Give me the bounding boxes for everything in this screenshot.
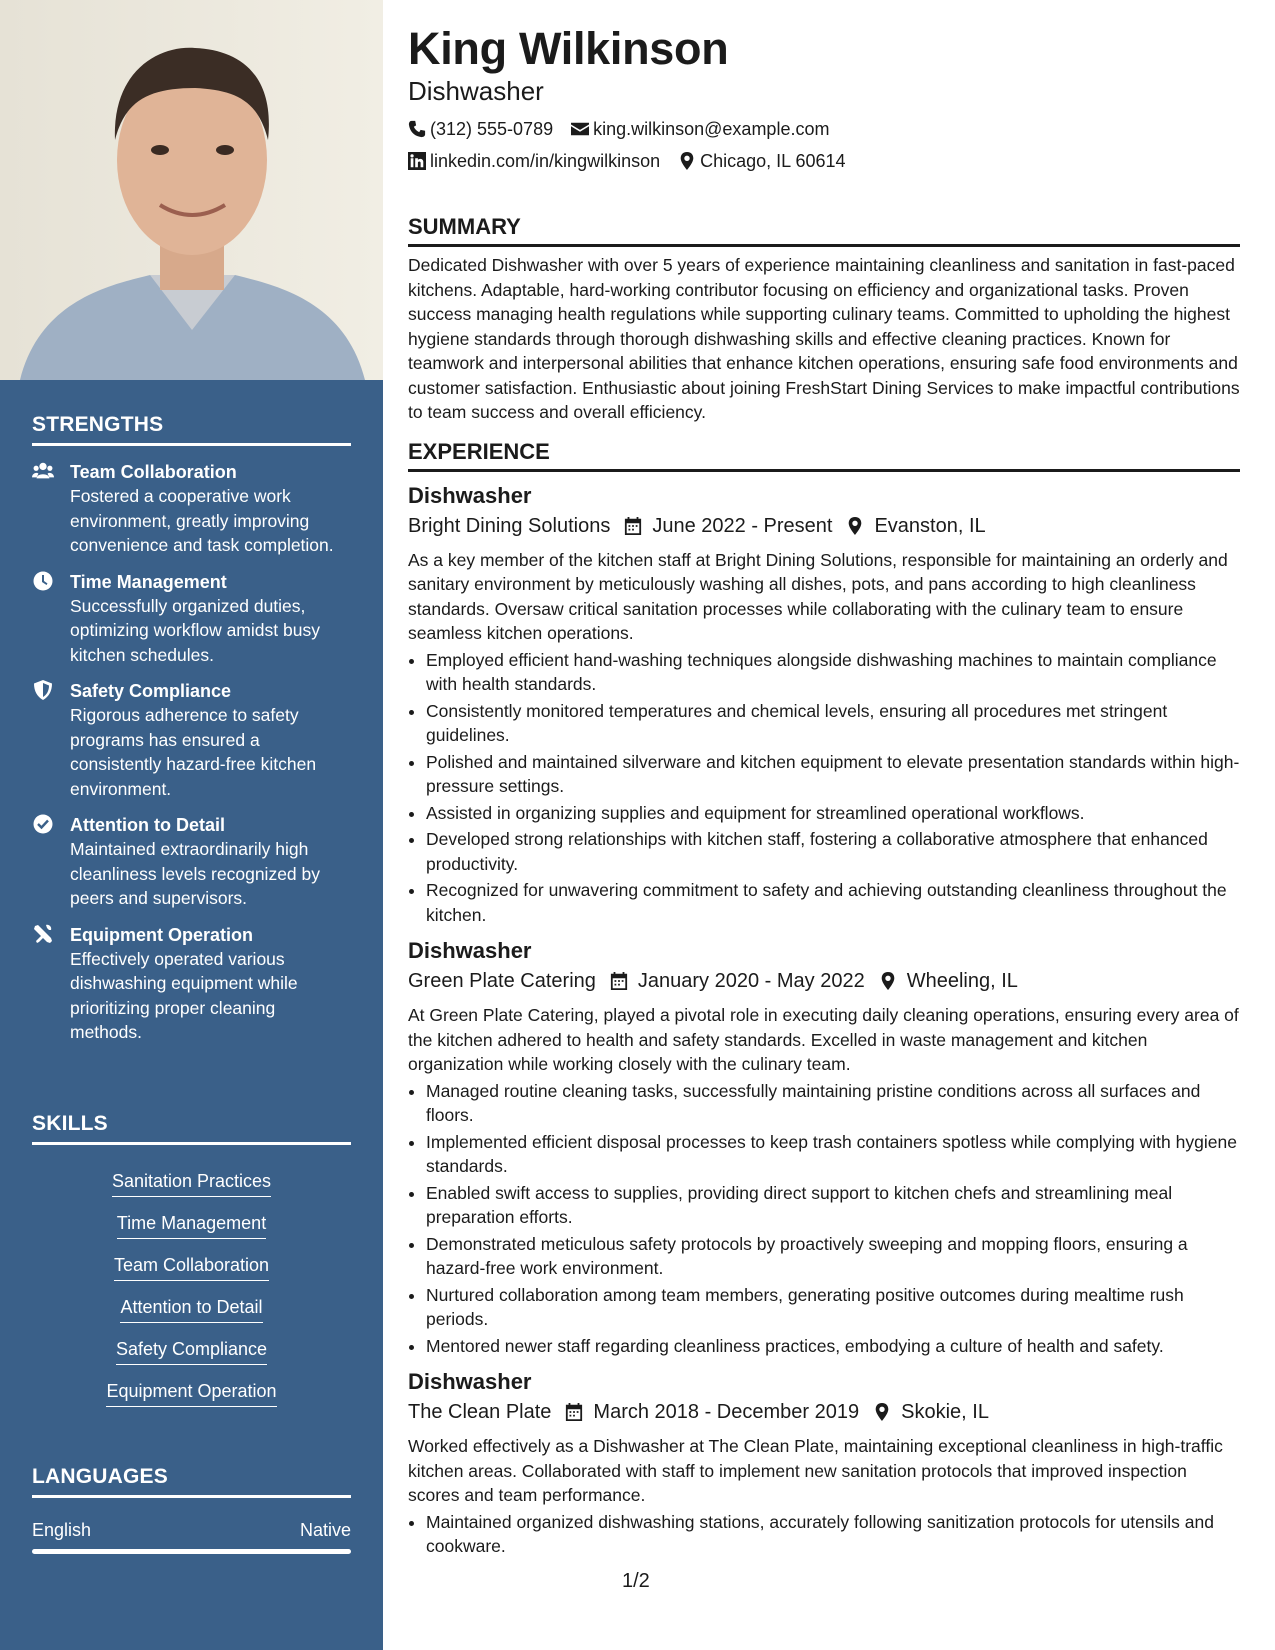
strength-item bbox=[32, 679, 351, 801]
job-location: Skokie, IL bbox=[901, 1401, 989, 1423]
skill-tag: Safety Compliance bbox=[116, 1337, 267, 1365]
job-description: At Green Plate Catering, played a pivotal role in executing daily cleaning operations, ensuring every area of the kitchen adhered to health and safety standards. Excelled in waste management and kitchen organization while working closely with the culinary team. bbox=[408, 1005, 1239, 1074]
strength-name: Time Management bbox=[70, 571, 227, 592]
job-bullet: • Developed strong relationships with kitchen staff, fostering a collaborative atmosphere that enhanced productivity. bbox=[426, 827, 1240, 876]
languages-title: LANGUAGES bbox=[32, 1465, 351, 1498]
job-description: Worked effectively as a Dishwasher at The Clean Plate, maintaining exceptional cleanliness in high-traffic kitchen areas. Collaborated with staff to implement new sanitation protocols that improved inspection scores and team performance. bbox=[408, 1436, 1223, 1505]
skills-list bbox=[32, 1155, 351, 1407]
skill-tag: Equipment Operation bbox=[106, 1379, 276, 1407]
strength-item bbox=[32, 923, 351, 1045]
job-description: As a key member of the kitchen staff at Bright Dining Solutions, responsible for maintaining an orderly and sanitary environment by meticulously washing all dishes, pots, and pans according to high cleanliness standards. Oversaw critical sanitation processes while collaborating with the culinary team to ensure seamless kitchen operations. bbox=[408, 549, 1228, 643]
job-company: The Clean Plate bbox=[408, 1401, 552, 1423]
location-contact bbox=[678, 150, 845, 172]
job-bullet: • Polished and maintained silverware and kitchen equipment to elevate presentation standards within high-pressure settings. bbox=[426, 750, 1240, 799]
linkedin-contact[interactable] bbox=[408, 150, 660, 172]
profile-photo bbox=[0, 0, 383, 380]
job-location: Evanston, IL bbox=[874, 514, 986, 537]
language-row bbox=[32, 1520, 351, 1541]
job-company: Green Plate Catering bbox=[408, 970, 596, 992]
contact-row bbox=[408, 118, 1240, 140]
strength-name: Safety Compliance bbox=[70, 681, 232, 701]
job-company: Bright Dining Solutions bbox=[408, 514, 611, 537]
skill-tag: Team Collaboration bbox=[114, 1253, 269, 1281]
strengths-section bbox=[32, 413, 351, 1045]
users-icon bbox=[32, 461, 56, 483]
job-bullet: • Employed efficient hand-washing techniques alongside dishwashing machines to maintain compliance with health standards. bbox=[426, 648, 1240, 697]
languages-section bbox=[32, 1465, 351, 1554]
linkedin-link[interactable]: linkedin.com/in/kingwilkinson bbox=[430, 151, 661, 171]
job-dates: June 2022 - Present bbox=[652, 514, 833, 537]
job-bullet: • Maintained organized dishwashing stations, accurately following sanitization protocols for utensils and cookware. bbox=[426, 1510, 1240, 1559]
job-bullet: • Assisted in organizing supplies and equipment for streamlined operational workflows. bbox=[426, 801, 1240, 826]
strength-desc: Successfully organized duties, optimizing workflow amidst busy kitchen schedules. bbox=[70, 595, 320, 665]
phone-text: (312) 555-0789 bbox=[430, 119, 554, 139]
job-meta bbox=[408, 967, 1240, 995]
job-bullets bbox=[408, 1079, 1240, 1359]
job-dates: March 2018 - December 2019 bbox=[593, 1401, 860, 1423]
tools-icon bbox=[32, 924, 56, 946]
job-entry bbox=[408, 1368, 1240, 1559]
strength-name: Attention to Detail bbox=[70, 815, 225, 835]
skills-section bbox=[32, 1112, 351, 1407]
map-pin-icon bbox=[678, 152, 696, 170]
job-meta bbox=[408, 512, 1240, 540]
job-entry bbox=[408, 482, 1240, 928]
phone-contact bbox=[408, 118, 553, 140]
shield-icon bbox=[32, 680, 56, 702]
strengths-title: STRENGTHS bbox=[32, 413, 351, 446]
job-bullets bbox=[408, 1510, 1240, 1559]
map-pin-icon bbox=[846, 517, 864, 535]
job-bullet: • Enabled swift access to supplies, providing direct support to kitchen chefs and streamlining meal preparation efforts. bbox=[426, 1181, 1240, 1230]
job-bullet: • Consistently monitored temperatures and chemical levels, ensuring all procedures met stringent guidelines. bbox=[426, 699, 1240, 748]
summary-text: Dedicated Dishwasher with over 5 years of experience maintaining cleanliness and sanitation in fast-paced kitchens. Adaptable, hard-working contributor focusing on efficiency and organizational tasks. Proven success managing health regulations while supporting culinary teams. Committed to upholding the highest hygiene standards through thorough dishwashing skills and effective cleaning practices. Known for teamwork and interpersonal abilities that enhance kitchen operations, ensuring safe food environments and customer satisfaction. Enthusiastic about joining FreshStart Dining Services to make impactful contributions to team success and overall efficiency. bbox=[408, 255, 1240, 422]
strength-name: Equipment Operation bbox=[70, 924, 254, 945]
email-contact[interactable] bbox=[571, 118, 829, 140]
page-number: 1/2 bbox=[622, 1570, 650, 1592]
linkedin-icon bbox=[408, 152, 426, 170]
job-bullet: • Demonstrated meticulous safety protocols by proactively sweeping and mopping floors, ensuring a hazard-free work environment. bbox=[426, 1232, 1240, 1281]
envelope-icon bbox=[571, 120, 589, 138]
strength-desc: Effectively operated various dishwashing equipment while prioritizing proper cleaning methods. bbox=[70, 948, 298, 1042]
strength-desc: Maintained extraordinarily high cleanliness levels recognized by peers and supervisors. bbox=[70, 839, 320, 908]
job-title: Dishwasher bbox=[408, 1369, 532, 1394]
experience-title: EXPERIENCE bbox=[408, 439, 1240, 472]
language-level-bar bbox=[32, 1549, 351, 1554]
job-dates: January 2020 - May 2022 bbox=[637, 970, 865, 992]
job-bullet: • Implemented efficient disposal processes to keep trash containers spotless while complying with hygiene standards. bbox=[426, 1130, 1240, 1179]
job-bullet: • Recognized for unwavering commitment to safety and achieving outstanding cleanliness throughout the kitchen. bbox=[426, 878, 1240, 927]
skill-tag: Time Management bbox=[117, 1211, 266, 1239]
map-pin-icon bbox=[879, 972, 897, 990]
email-link[interactable]: king.wilkinson@example.com bbox=[593, 119, 830, 139]
strength-name: Team Collaboration bbox=[70, 462, 237, 482]
candidate-name: King Wilkinson bbox=[408, 23, 729, 74]
summary-section bbox=[408, 214, 1240, 425]
job-bullet: • Managed routine cleaning tasks, successfully maintaining pristine conditions across all surfaces and floors. bbox=[426, 1079, 1240, 1128]
job-location: Wheeling, IL bbox=[906, 970, 1018, 992]
phone-icon bbox=[408, 120, 426, 138]
calendar-icon bbox=[610, 972, 628, 990]
job-bullet: • Nurtured collaboration among team members, generating positive outcomes during mealtime rush periods. bbox=[426, 1283, 1240, 1332]
experience-section bbox=[408, 439, 1240, 1559]
strength-item bbox=[32, 813, 351, 911]
job-meta bbox=[408, 1398, 1240, 1426]
sidebar bbox=[0, 0, 383, 1650]
skill-tag: Sanitation Practices bbox=[112, 1169, 271, 1197]
map-pin-icon bbox=[873, 1403, 891, 1421]
job-title: Dishwasher bbox=[408, 482, 532, 508]
job-entry bbox=[408, 937, 1240, 1358]
job-title: Dishwasher bbox=[408, 938, 532, 963]
calendar-icon bbox=[624, 517, 642, 535]
main-content bbox=[408, 20, 1240, 1561]
job-bullet: • Mentored newer staff regarding cleanliness practices, embodying a culture of health and safety. bbox=[426, 1334, 1240, 1359]
contact-row bbox=[408, 150, 1240, 172]
strength-desc: Fostered a cooperative work environment, greatly improving convenience and task completion. bbox=[70, 486, 334, 555]
language-name: English bbox=[32, 1520, 92, 1540]
calendar-icon bbox=[565, 1403, 583, 1421]
strength-desc: Rigorous adherence to safety programs has ensured a consistently hazard-free kitchen environment. bbox=[70, 705, 317, 799]
strength-item bbox=[32, 460, 351, 558]
language-level: Native bbox=[299, 1520, 351, 1540]
summary-title: SUMMARY bbox=[408, 214, 1240, 247]
candidate-role: Dishwasher bbox=[408, 76, 544, 106]
location-text: Chicago, IL 60614 bbox=[700, 151, 846, 171]
job-bullets bbox=[408, 648, 1240, 928]
strength-item bbox=[32, 570, 351, 668]
skill-tag: Attention to Detail bbox=[120, 1295, 262, 1323]
skills-title: SKILLS bbox=[32, 1112, 351, 1145]
check-circle-icon bbox=[32, 814, 56, 836]
clock-icon bbox=[32, 571, 56, 593]
